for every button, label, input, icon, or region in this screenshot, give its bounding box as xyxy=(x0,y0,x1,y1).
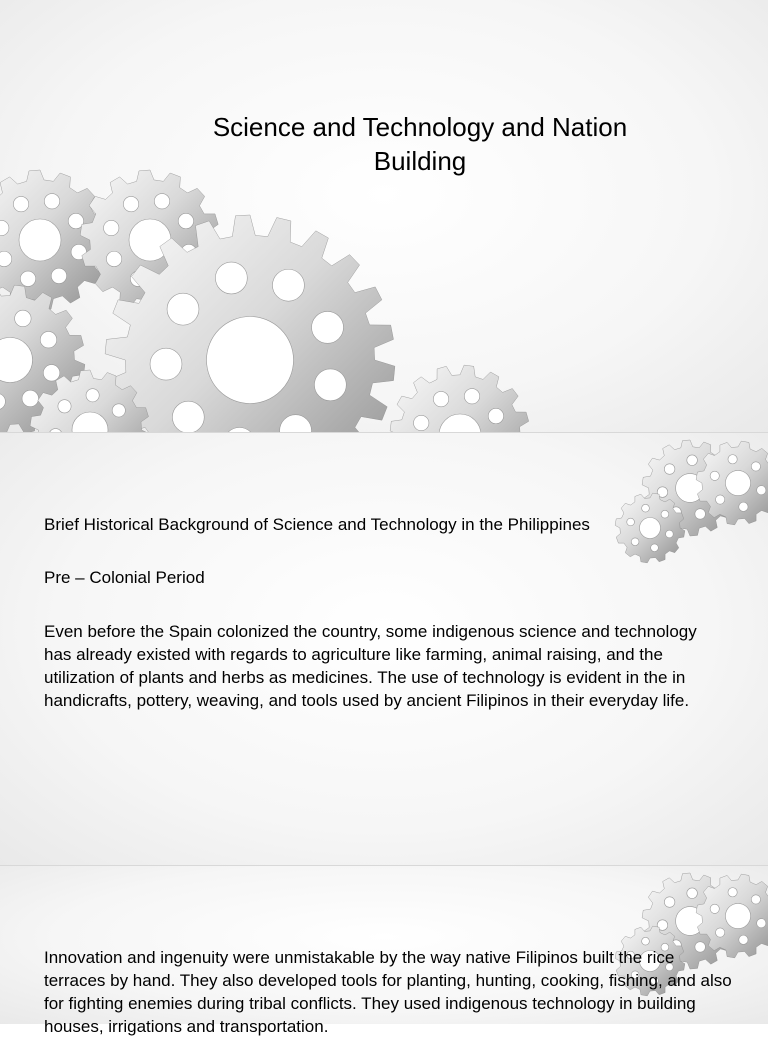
section-heading: Brief Historical Background of Science and Technology in the Philippines xyxy=(44,515,590,534)
paragraph-innovation: Innovation and ingenuity were unmistakable by the way native Filipinos built the rice terraces by hand. They also developed tools for planting, hunting, cooking, fishing, and also for fighting enemies during tribal conflicts. They used indigenous technology in building houses, irrigations and transportation. xyxy=(44,948,732,1036)
paragraph-pre-colonial: Even before the Spain colonized the country, some indigenous science and technology has already existed with regards to agriculture like farming, animal raising, and the utilization of plants and herbs as medicines. The use of technology is evident in the in handicrafts, pottery, weaving, and tools used by ancient Filipinos in their everyday life. xyxy=(44,622,697,710)
content-slide-innovation xyxy=(0,866,768,1036)
title-slide xyxy=(0,0,768,432)
content-slide-pre-colonial xyxy=(0,433,768,865)
gears-cluster-large xyxy=(0,170,540,432)
period-heading: Pre – Colonial Period xyxy=(44,568,205,587)
slide-title: Science and Technology and Nation Building xyxy=(212,112,628,176)
